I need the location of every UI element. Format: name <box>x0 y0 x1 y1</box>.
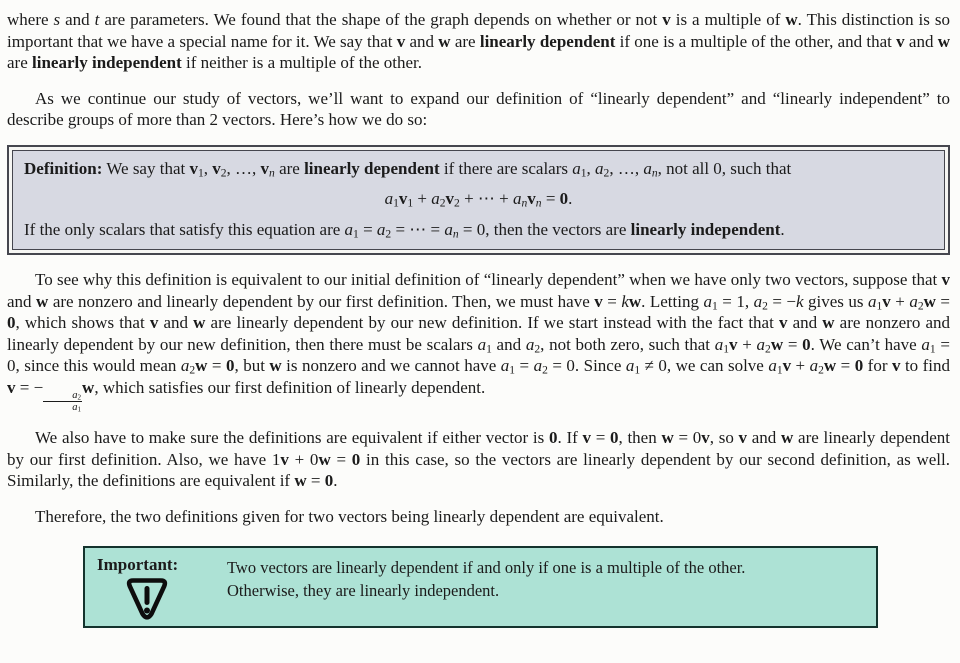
paragraph-zero-vector-case: We also have to make sure the definitions are equivalent if either vector is 0. If v = 0, then w = 0v, so v and w are linearly dependent by our first definition. Also, we have 1v + 0w = 0 in this case, so the vectors are linearly dependent by our second definition, as well. Similarly, the definitions are equivalent if w = 0. <box>7 428 950 491</box>
paragraph-intro-parameters: where s and t are parameters. We found that the shape of the graph depends on whether or not v is a multiple of w. This distinction is so important that we have a special name for it. We say that v and w are linearly dependent if one is a multiple of the other, and that v and w are linearly independent if neither is a multiple of the other. <box>7 10 950 72</box>
warning-exclamation-icon <box>126 576 168 620</box>
important-text <box>197 555 745 620</box>
important-line-2: Otherwise, they are linearly independent. <box>227 581 500 601</box>
definition-box-inner <box>12 150 945 251</box>
definition-equation: $a_1v_1 + a_2v_2$ + ⋯ + $a_nv_n = 0$. <box>384 189 573 210</box>
important-box <box>83 546 878 628</box>
paragraph-expand-definition: As we continue our study of vectors, we’ll want to expand our definition of “linearly dependent” and “linearly independent” to describe groups of more than 2 vectors. Here’s how we do so: <box>7 88 950 129</box>
definition-text-intro: Definition: We say that $v_1$, $v_2$, …, $v_n$ are linearly dependent if there are scalars $a_1$, $a_2$, …, $a_n$, not all 0, such that <box>24 158 792 180</box>
paragraph-conclusion: Therefore, the two definitions given for two vectors being linearly dependent are equivalent. <box>35 506 664 526</box>
paragraph-equivalence-proof: To see why this definition is equivalent to our initial definition of “linearly dependent” when we have only two vectors, suppose that v and w are nonzero and linearly dependent by our first definition. Then, we must have v = kw. Letting $a_1 = 1$, $a_2 = -k$ gives us $a_1v + a_2w = 0$, which shows that v and w are linearly dependent by our new definition. If we start instead with the fact that v and w are nonzero and linearly dependent by our new definition, then there must be scalars $a_1$ and $a_2$, not both zero, such that $a_1v + a_2w = 0$. We can’t have $a_1 = 0$, since this would mean $a_2w = 0$, but w is nonzero and we cannot have $a_1 = a_2 = 0$. Since $a_1 \ne 0$, we can solve $a_1v + a_2w = 0$ for v to find v = − $\frac{a_2}{a_1}$ w, which satisfies our first definition of linearly dependent. <box>7 270 951 414</box>
definition-text-conclusion: If the only scalars that satisfy this equation are $a_1 = a_2$ = ⋯ = $a_n = 0$, then the vectors are linearly independent. <box>24 219 785 241</box>
important-box-left-column <box>97 555 197 620</box>
important-line-1: Two vectors are linearly dependent if and only if one is a multiple of the other. <box>227 558 746 578</box>
definition-box <box>7 145 950 256</box>
important-label: Important: <box>97 555 179 575</box>
